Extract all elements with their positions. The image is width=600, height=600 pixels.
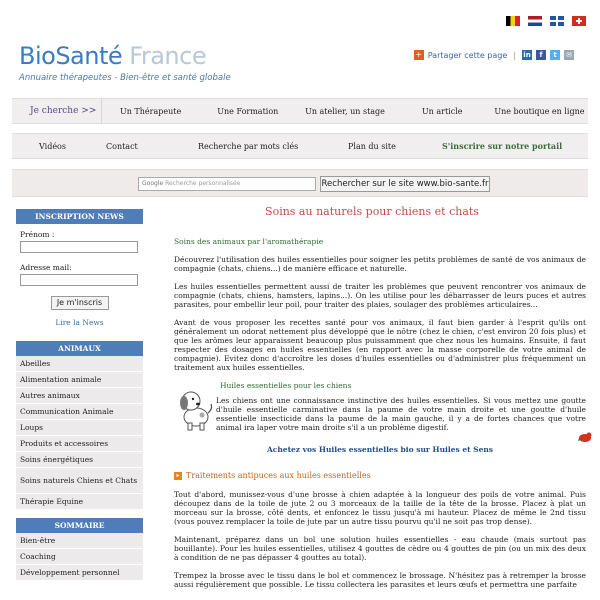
nav-atelier[interactable]: Un atelier, un stage [305,106,385,116]
animaux-list [16,356,143,510]
paragraph-solution: Maintenant, préparez dans un bol une solution huiles essentielles - eau chaude (mais surtout pas bouillante). Pour les huiles essentielles, utilisez 4 gouttes de cèdre ou 4 gouttes de pin (ou un mix des deux à condition de ne pas dépasser 4 gouttes au total). [174,535,586,562]
switzerland-flag-icon[interactable] [572,16,586,26]
share-bar [414,50,574,60]
dogs-section [174,381,586,433]
site-logo[interactable] [19,42,206,70]
paragraph-intro: Découvrez l'utilisation des huiles essentielles pour soigner les petits problèmes de santé de vos animaux de compagnie (chats, chiens...) de manière efficace et naturelle. [174,255,586,273]
prenom-label: Prénom : [20,230,55,239]
search-bar [12,169,588,197]
dog-illustration-icon [174,381,214,433]
site-search-input[interactable] [138,177,316,191]
nav-contact[interactable]: Contact [106,141,138,151]
parrot-icon [578,431,592,443]
sidebar-item-soins-naturels[interactable]: Soins naturels Chiens et Chats [16,468,143,494]
main-nav [12,98,588,124]
netherlands-flag-icon[interactable] [528,16,542,26]
sidebar-item-abeilles[interactable]: Abeilles [16,356,143,372]
sidebar-item-loups[interactable]: Loups [16,420,143,436]
paragraph-brosse: Tout d'abord, munissez-vous d'une brosse à chien adaptée à la longueur des poils de votre animal. Puis découpez dans de la toile de jute 2 ou 3 morceaux de la taille de la tête de la brosse. Placez à plat un morceau sur la brosse, côté dents, et enfoncez le tissu jusqu'à mi hauteur. Placez de même le 2nd tissu (vous pouvez remplacer la toile de jute par un autre tissu pourvu qu'il ne soit pas trop dense). [174,490,586,526]
search-placeholder: Recherche personnalisée [165,180,241,187]
logo-france: France [129,42,207,70]
dogs-subtitle: Huiles essentielles pour les chiens [220,381,352,390]
secondary-nav [12,133,588,159]
sidebar-item-dev-perso[interactable]: Développement personnel [16,565,143,581]
buy-oils-cta [174,445,586,454]
language-flags [506,16,586,26]
je-cherche-label: Je cherche >> [12,99,102,123]
newsletter-form [16,224,143,333]
sidebar-item-produits[interactable]: Produits et accessoires [16,436,143,452]
read-news-link[interactable]: Lire la News [55,318,104,327]
mail-icon[interactable]: ✉ [564,50,574,60]
sommaire-list [16,533,143,581]
google-label: Google [142,180,164,187]
dogs-text: Les chiens ont une connaissance instinctive des huiles essentielles. Si vous mettez une goutte d'huile essentielle carminative dans la paume de votre main droite et une goutte d'huile essentielle insecticide dans la paume de la main gauche, il y a de fortes chances que votre animal ira laper votre main droite s'il a un problème digestif. [216,396,586,432]
site-tagline: Annuaire thérapeutes - Bien-être et santé globale [19,73,231,83]
twitter-icon[interactable]: t [550,50,560,60]
sidebar [16,209,143,581]
share-link[interactable]: Partager cette page [427,50,508,60]
nav-boutique[interactable]: Une boutique en ligne [494,106,585,116]
subscribe-button[interactable]: Je m'inscris [51,296,109,310]
sidebar-item-bien-etre[interactable]: Bien-être [16,533,143,549]
quebec-flag-icon[interactable] [550,16,564,26]
nav-videos[interactable]: Vidéos [39,141,66,151]
nav-mots-cles[interactable]: Recherche par mots clés [198,141,299,151]
article-subtitle: Soins des animaux par l'aromathérapie [174,237,324,246]
sommaire-header: SOMMAIRE [16,518,143,533]
page-title: Soins au naturels pour chiens et chats [265,205,479,218]
paragraph-precautions: Avant de vous proposer les recettes santé pour vos animaux, il faut bien garder à l'esprit qu'ils ont généralement un odorat nettement plus développé que le nôtre (chez le chien, c'est environ 20 fois plus) et que les arômes leur apparaissent beaucoup plus puissamment que chez nous les humains. Ensuite, il faut respecter des dosages en huiles essentielles (en rapport avec la masse corporelle de votre animal de compagnie). Evitez donc d'accroître les doses d'huiles essentielles ou d'administrer plus fréquemment un traitement aux huiles essentielles. [174,318,586,372]
article [158,205,586,598]
sidebar-item-coaching[interactable]: Coaching [16,549,143,565]
paragraph-brossage: Trempez la brosse avec le tissu dans le bol et commencez le brossage. N'hésitez pas à retremper la brosse aussi régulièrement que possible. Le tissu collectera les parasites et leurs œufs et permettra une parfaite [174,571,586,589]
sidebar-item-therapie-equine[interactable]: Thérapie Equine [16,494,143,510]
antipuces-title: Traitements antipuces aux huiles essentielles [186,471,371,480]
buy-oils-link[interactable]: Achetez vos Huiles essentielles bio sur Huiles et Sens [266,445,494,454]
sidebar-item-communication[interactable]: Communication Animale [16,404,143,420]
sidebar-item-soins-energetiques[interactable]: Soins énergétiques [16,452,143,468]
share-separator: | [513,50,516,60]
antipuces-section-title [174,471,586,480]
prenom-field[interactable] [20,241,138,253]
nav-article[interactable]: Un article [421,106,463,116]
search-button[interactable]: Rechercher sur le site www.bio-sante.fr [320,176,490,192]
nav-therapeute[interactable]: Un Thérapeute [119,106,182,116]
email-label: Adresse mail: [20,263,72,272]
share-plus-icon[interactable]: + [415,50,423,59]
email-field[interactable] [20,274,138,286]
nav-plan-du-site[interactable]: Plan du site [348,141,396,151]
belgium-flag-icon[interactable] [506,16,520,26]
news-header: INSCRIPTION NEWS [16,209,143,224]
paragraph-usage: Les huiles essentielles permettent aussi de traiter les problèmes que peuvent rencontrer vos animaux de compagnie (chats, chiens, hamsters, lapins...). On les utilise pour les débarrasser de leurs puces et autres parasites, pour embellir leur poil, pour traiter des plaies, soulager des problèmes articulaires... [174,282,586,309]
animaux-header: ANIMAUX [16,341,143,356]
facebook-icon[interactable]: f [536,50,546,60]
logo-biosante: BioSanté [19,42,123,70]
sidebar-item-alimentation[interactable]: Alimentation animale [16,372,143,388]
nav-formation[interactable]: Une Formation [217,106,279,116]
section-bullet-icon: ▸ [174,472,182,480]
nav-inscription[interactable]: S'inscrire sur notre portail [442,141,563,151]
sidebar-item-autres-animaux[interactable]: Autres animaux [16,388,143,404]
linkedin-icon[interactable]: in [523,51,531,59]
